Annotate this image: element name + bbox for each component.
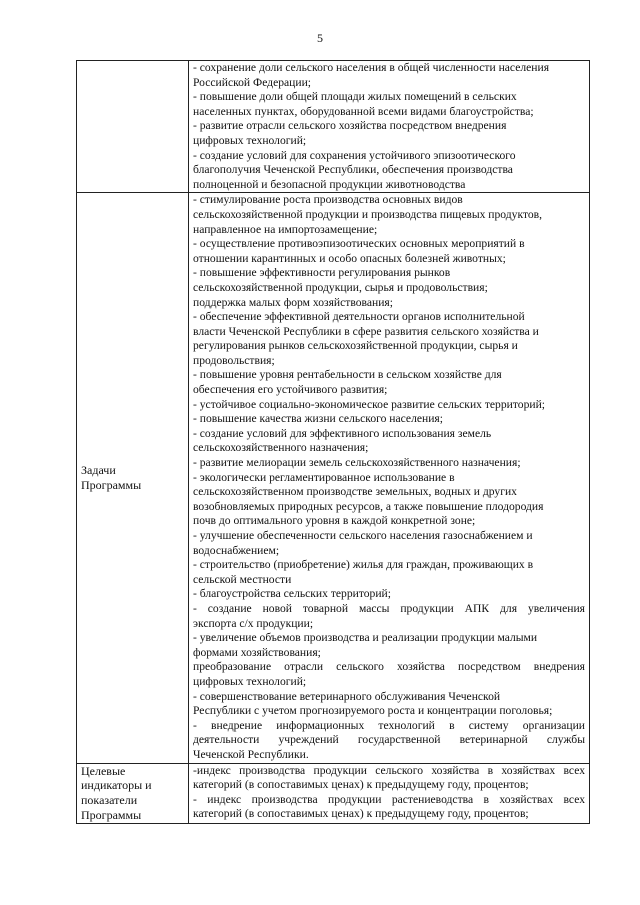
text-line: формами хозяйствования;: [193, 645, 321, 659]
label-line: Целевые: [81, 763, 126, 778]
text-line: - создание новой товарной массы продукции АПК для увеличения: [193, 601, 585, 615]
text-line: экспорта с/х продукции;: [193, 616, 314, 630]
text-line: возобновляемых природных ресурсов, а также повышение плодородия: [193, 499, 544, 513]
text-line: цифровых технологий;: [193, 674, 307, 688]
label-line: показатели: [81, 793, 138, 808]
text-line: Российской Федерации;: [193, 75, 312, 89]
text-line: - экологически регламентированное использование в: [193, 470, 455, 484]
text-line: почв до оптимального уровня в каждой конкретной зоне;: [193, 514, 476, 528]
text-line: Чеченской Республики.: [193, 747, 309, 761]
text-line: - устойчивое социально-экономическое развитие сельских территорий;: [193, 397, 545, 411]
table-row-tasks: [77, 193, 590, 763]
text-line: - совершенствование ветеринарного обслуживания Чеченской: [193, 689, 501, 703]
text-line: категорий (в сопоставимых ценах) к предыдущему году, процентов;: [193, 778, 529, 792]
text-line: -индекс производства продукции сельского хозяйства в хозяйствах всех: [193, 763, 585, 777]
text-line: - индекс производства продукции растениеводства в хозяйствах всех: [193, 792, 585, 806]
text-line: - создание условий для эффективного использования земель: [193, 426, 492, 440]
text-line: - сохранение доли сельского населения в общей численности населения: [193, 61, 550, 74]
table-row-goals-continued: [77, 61, 590, 193]
text-line: преобразование отрасли сельского хозяйства посредством внедрения: [193, 660, 585, 674]
text-line: - создание условий для сохранения устойчивого эпизоотического: [193, 148, 516, 162]
label-line: Программы: [81, 807, 142, 822]
text-line: продовольствия;: [193, 353, 275, 367]
text-line: отношении карантинных и особо опасных болезней животных;: [193, 251, 506, 265]
text-line: благополучия Чеченской Республики, обеспечения производства: [193, 163, 513, 177]
text-line: - развитие мелиорации земель сельскохозяйственного назначения;: [193, 456, 521, 470]
text-line: населенных пунктах, оборудованной всеми видами благоустройства;: [193, 104, 534, 118]
text-line: - повышение эффективности регулирования рынков: [193, 266, 451, 280]
text-line: власти Чеченской Республики в сфере развития сельского хозяйства и: [193, 324, 539, 338]
row-label-empty: [77, 61, 189, 193]
text-line: сельскохозяйственной продукции, сырья и продовольствия;: [193, 280, 488, 294]
text-line: направленное на импортозамещение;: [193, 222, 378, 236]
label-line: Программы: [81, 477, 142, 492]
text-line: - повышение качества жизни сельского населения;: [193, 412, 443, 426]
text-line: деятельности учреждений государственной ветеринарной службы: [193, 733, 585, 747]
row-label-tasks: [77, 193, 189, 763]
text-line: категорий (в сопоставимых ценах) к предыдущему году, процентов;: [193, 807, 529, 821]
text-line: - стимулирование роста производства основных видов: [193, 193, 463, 207]
text-line: - повышение доли общей площади жилых помещений в сельских: [193, 90, 517, 104]
text-line: - благоустройства сельских территорий;: [193, 587, 391, 601]
text-line: сельскохозяйственном производстве земельных, водных и других: [193, 485, 517, 499]
row-content-goals: [189, 61, 590, 193]
label-line: индикаторы и: [81, 778, 152, 793]
text-line: обеспечения его устойчивого развития;: [193, 383, 388, 397]
text-line: - увеличение объемов производства и реализации продукции малыми: [193, 631, 538, 645]
program-passport-table: [76, 60, 590, 824]
text-line: поддержка малых форм хозяйствования;: [193, 295, 393, 309]
text-line: цифровых технологий;: [193, 133, 307, 147]
text-line: сельскохозяйственной продукции и производства пищевых продуктов,: [193, 207, 543, 221]
text-line: Республики с учетом прогнозируемого роста и концентрации поголовья;: [193, 704, 553, 718]
label-line: Задачи: [81, 463, 116, 478]
text-line: - развитие отрасли сельского хозяйства посредством внедрения: [193, 119, 507, 133]
text-line: полноценной и безопасной продукции животноводства: [193, 177, 466, 191]
text-line: регулирования рынков сельскохозяйственной продукции, сырья и: [193, 339, 518, 353]
text-line: - осуществление противоэпизоотических основных мероприятий в: [193, 237, 525, 251]
text-line: водоснабжением;: [193, 543, 280, 557]
text-line: - обеспечение эффективной деятельности органов исполнительной: [193, 310, 525, 324]
text-line: - улучшение обеспеченности сельского населения газоснабжением и: [193, 529, 533, 542]
page-number: 5: [317, 31, 323, 45]
table-row-indicators: [77, 763, 590, 823]
text-line: - внедрение информационных технологий в систему организации: [193, 718, 585, 732]
text-line: - повышение уровня рентабельности в сельском хозяйстве для: [193, 368, 502, 382]
row-content-tasks: [189, 193, 590, 763]
row-content-indicators: [189, 763, 590, 823]
row-label-indicators: [77, 763, 189, 823]
text-line: - строительство (приобретение) жилья для граждан, проживающих в: [193, 558, 534, 572]
text-line: сельской местности: [193, 572, 292, 586]
text-line: сельскохозяйственного назначения;: [193, 441, 369, 455]
